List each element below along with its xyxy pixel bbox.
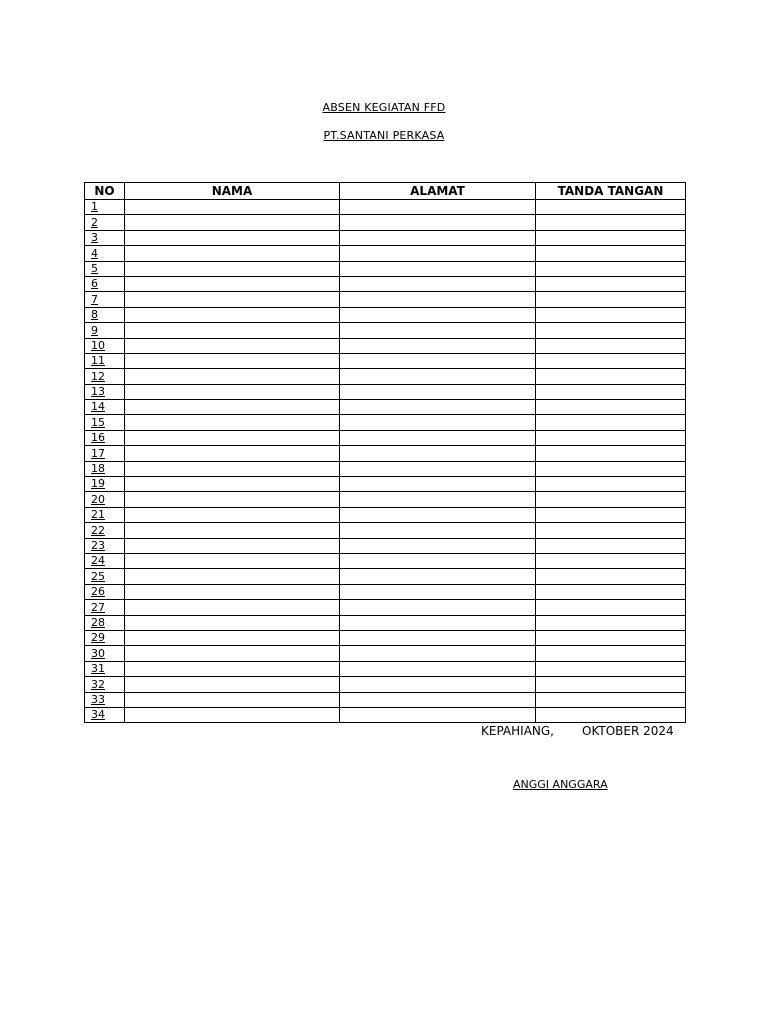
table-row — [85, 430, 686, 445]
nama-cell — [125, 600, 340, 615]
row-number: 34 — [85, 707, 125, 722]
tanda-tangan-cell — [536, 677, 686, 692]
table-row — [85, 677, 686, 692]
alamat-cell — [340, 692, 536, 707]
nama-cell — [125, 261, 340, 276]
tanda-tangan-cell — [536, 200, 686, 215]
tanda-tangan-cell — [536, 538, 686, 553]
nama-cell — [125, 200, 340, 215]
alamat-cell — [340, 569, 536, 584]
row-number: 21 — [85, 507, 125, 522]
row-number: 28 — [85, 615, 125, 630]
nama-cell — [125, 292, 340, 307]
tanda-tangan-cell — [536, 646, 686, 661]
tanda-tangan-cell — [536, 477, 686, 492]
tanda-tangan-cell — [536, 630, 686, 645]
tanda-tangan-cell — [536, 400, 686, 415]
alamat-cell — [340, 292, 536, 307]
row-number: 17 — [85, 446, 125, 461]
row-number: 24 — [85, 553, 125, 568]
alamat-cell — [340, 261, 536, 276]
table-row — [85, 600, 686, 615]
table-row — [85, 384, 686, 399]
alamat-cell — [340, 338, 536, 353]
nama-cell — [125, 661, 340, 676]
row-number: 20 — [85, 492, 125, 507]
table-row — [85, 553, 686, 568]
table-row — [85, 369, 686, 384]
alamat-cell — [340, 630, 536, 645]
alamat-cell — [340, 369, 536, 384]
header-no: NO — [85, 183, 125, 200]
tanda-tangan-cell — [536, 338, 686, 353]
nama-cell — [125, 246, 340, 261]
signer-name: ANGGI ANGGARA — [513, 778, 608, 791]
table-row — [85, 692, 686, 707]
nama-cell — [125, 507, 340, 522]
nama-cell — [125, 353, 340, 368]
tanda-tangan-cell — [536, 569, 686, 584]
table-row — [85, 323, 686, 338]
table-row — [85, 230, 686, 245]
row-number: 27 — [85, 600, 125, 615]
header-nama: NAMA — [125, 183, 340, 200]
table-row — [85, 276, 686, 291]
table-row — [85, 615, 686, 630]
row-number: 18 — [85, 461, 125, 476]
tanda-tangan-cell — [536, 430, 686, 445]
table-header-row — [85, 183, 686, 200]
table-row — [85, 477, 686, 492]
nama-cell — [125, 523, 340, 538]
tanda-tangan-cell — [536, 292, 686, 307]
row-number: 4 — [85, 246, 125, 261]
row-number: 26 — [85, 584, 125, 599]
table-row — [85, 200, 686, 215]
tanda-tangan-cell — [536, 369, 686, 384]
row-number: 15 — [85, 415, 125, 430]
nama-cell — [125, 400, 340, 415]
alamat-cell — [340, 384, 536, 399]
tanda-tangan-cell — [536, 446, 686, 461]
nama-cell — [125, 384, 340, 399]
table-row — [85, 292, 686, 307]
nama-cell — [125, 553, 340, 568]
alamat-cell — [340, 600, 536, 615]
table-row — [85, 492, 686, 507]
table-row — [85, 569, 686, 584]
alamat-cell — [340, 615, 536, 630]
alamat-cell — [340, 246, 536, 261]
table-row — [85, 584, 686, 599]
row-number: 22 — [85, 523, 125, 538]
table-row — [85, 707, 686, 722]
alamat-cell — [340, 477, 536, 492]
alamat-cell — [340, 461, 536, 476]
row-number: 19 — [85, 477, 125, 492]
tanda-tangan-cell — [536, 661, 686, 676]
table-row — [85, 523, 686, 538]
nama-cell — [125, 307, 340, 322]
header-tanda-tangan: TANDA TANGAN — [536, 183, 686, 200]
row-number: 14 — [85, 400, 125, 415]
row-number: 31 — [85, 661, 125, 676]
nama-cell — [125, 461, 340, 476]
alamat-cell — [340, 446, 536, 461]
nama-cell — [125, 323, 340, 338]
nama-cell — [125, 584, 340, 599]
tanda-tangan-cell — [536, 507, 686, 522]
nama-cell — [125, 477, 340, 492]
table-row — [85, 400, 686, 415]
table-row — [85, 261, 686, 276]
nama-cell — [125, 538, 340, 553]
row-number: 5 — [85, 261, 125, 276]
table-row — [85, 446, 686, 461]
tanda-tangan-cell — [536, 415, 686, 430]
row-number: 16 — [85, 430, 125, 445]
nama-cell — [125, 630, 340, 645]
table-row — [85, 538, 686, 553]
nama-cell — [125, 646, 340, 661]
nama-cell — [125, 215, 340, 230]
nama-cell — [125, 615, 340, 630]
month-year: OKTOBER 2024 — [582, 724, 674, 738]
table-row — [85, 630, 686, 645]
alamat-cell — [340, 538, 536, 553]
nama-cell — [125, 707, 340, 722]
row-number: 29 — [85, 630, 125, 645]
alamat-cell — [340, 276, 536, 291]
alamat-cell — [340, 523, 536, 538]
row-number: 23 — [85, 538, 125, 553]
row-number: 9 — [85, 323, 125, 338]
nama-cell — [125, 430, 340, 445]
tanda-tangan-cell — [536, 584, 686, 599]
tanda-tangan-cell — [536, 492, 686, 507]
nama-cell — [125, 569, 340, 584]
nama-cell — [125, 492, 340, 507]
row-number: 33 — [85, 692, 125, 707]
tanda-tangan-cell — [536, 276, 686, 291]
tanda-tangan-cell — [536, 600, 686, 615]
row-number: 12 — [85, 369, 125, 384]
table-row — [85, 215, 686, 230]
row-number: 25 — [85, 569, 125, 584]
alamat-cell — [340, 323, 536, 338]
table-row — [85, 507, 686, 522]
tanda-tangan-cell — [536, 353, 686, 368]
alamat-cell — [340, 230, 536, 245]
tanda-tangan-cell — [536, 307, 686, 322]
nama-cell — [125, 677, 340, 692]
row-number: 30 — [85, 646, 125, 661]
alamat-cell — [340, 677, 536, 692]
alamat-cell — [340, 215, 536, 230]
table-row — [85, 415, 686, 430]
nama-cell — [125, 692, 340, 707]
row-number: 7 — [85, 292, 125, 307]
row-number: 6 — [85, 276, 125, 291]
alamat-cell — [340, 584, 536, 599]
alamat-cell — [340, 307, 536, 322]
row-number: 11 — [85, 353, 125, 368]
attendance-table — [84, 182, 686, 723]
table-row — [85, 246, 686, 261]
row-number: 10 — [85, 338, 125, 353]
tanda-tangan-cell — [536, 230, 686, 245]
place-label: KEPAHIANG, — [481, 724, 554, 738]
row-number: 1 — [85, 200, 125, 215]
tanda-tangan-cell — [536, 323, 686, 338]
row-number: 8 — [85, 307, 125, 322]
table-row — [85, 307, 686, 322]
nama-cell — [125, 276, 340, 291]
row-number: 3 — [85, 230, 125, 245]
alamat-cell — [340, 400, 536, 415]
alamat-cell — [340, 661, 536, 676]
document-title: ABSEN KEGIATAN FFD — [322, 101, 446, 114]
table-body — [85, 200, 686, 723]
row-number: 32 — [85, 677, 125, 692]
table-row — [85, 353, 686, 368]
tanda-tangan-cell — [536, 215, 686, 230]
nama-cell — [125, 369, 340, 384]
alamat-cell — [340, 507, 536, 522]
alamat-cell — [340, 353, 536, 368]
nama-cell — [125, 230, 340, 245]
alamat-cell — [340, 415, 536, 430]
table-row — [85, 646, 686, 661]
header-alamat: ALAMAT — [340, 183, 536, 200]
tanda-tangan-cell — [536, 523, 686, 538]
tanda-tangan-cell — [536, 615, 686, 630]
tanda-tangan-cell — [536, 246, 686, 261]
alamat-cell — [340, 646, 536, 661]
table-row — [85, 338, 686, 353]
nama-cell — [125, 415, 340, 430]
place-date — [481, 724, 674, 738]
tanda-tangan-cell — [536, 692, 686, 707]
alamat-cell — [340, 200, 536, 215]
table-row — [85, 461, 686, 476]
alamat-cell — [340, 430, 536, 445]
tanda-tangan-cell — [536, 461, 686, 476]
alamat-cell — [340, 707, 536, 722]
alamat-cell — [340, 492, 536, 507]
alamat-cell — [340, 553, 536, 568]
tanda-tangan-cell — [536, 707, 686, 722]
table-row — [85, 661, 686, 676]
tanda-tangan-cell — [536, 384, 686, 399]
tanda-tangan-cell — [536, 553, 686, 568]
nama-cell — [125, 338, 340, 353]
tanda-tangan-cell — [536, 261, 686, 276]
row-number: 2 — [85, 215, 125, 230]
nama-cell — [125, 446, 340, 461]
company-name: PT.SANTANI PERKASA — [323, 129, 445, 142]
row-number: 13 — [85, 384, 125, 399]
